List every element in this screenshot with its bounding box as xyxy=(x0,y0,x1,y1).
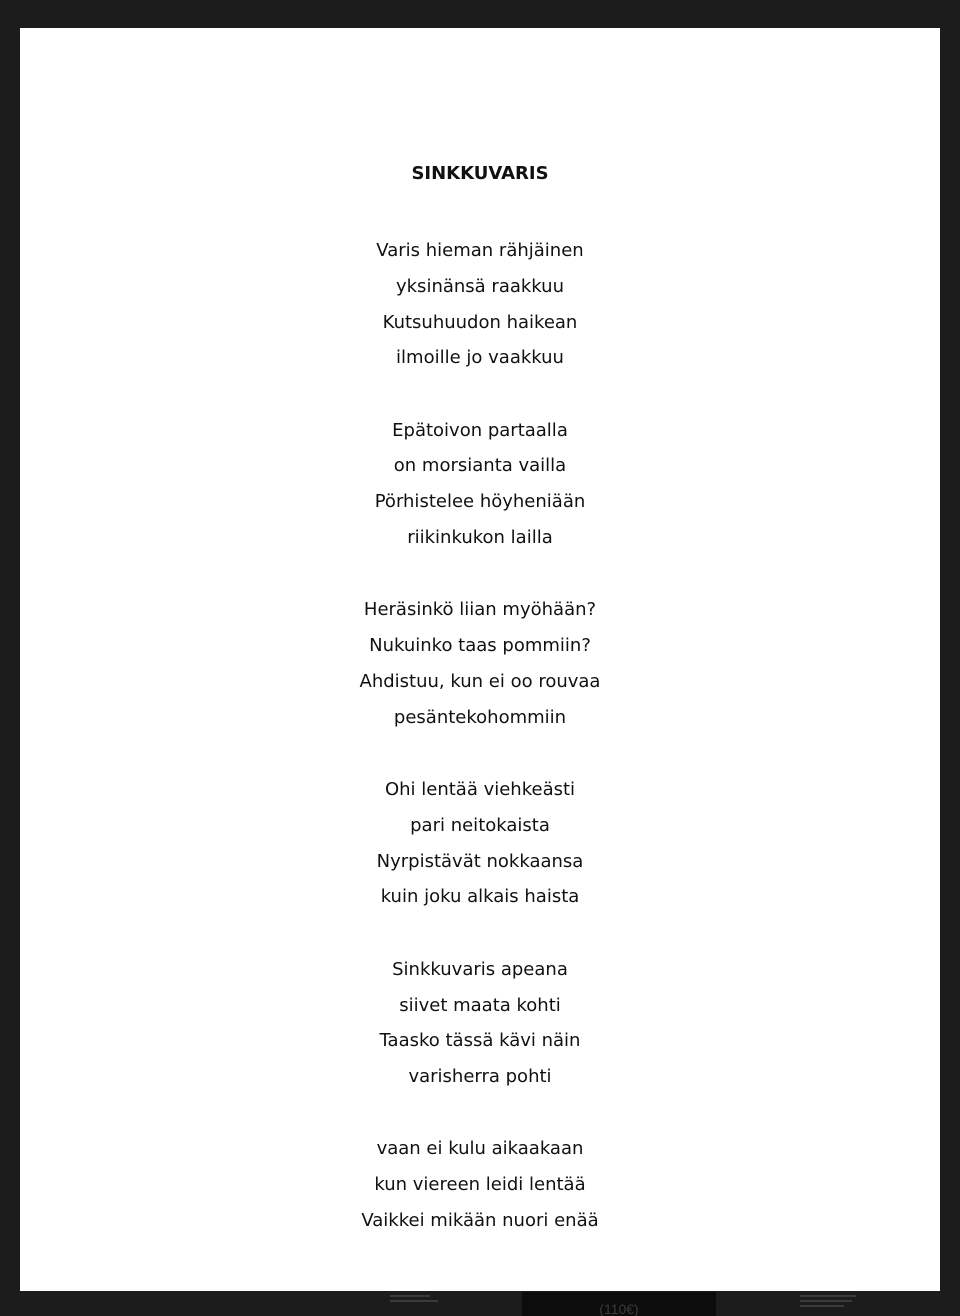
background-text-right xyxy=(800,1292,862,1312)
poem-line: varisherra pohti xyxy=(408,1066,552,1088)
stanza-5 xyxy=(20,952,940,1095)
background-price-button[interactable] xyxy=(522,1292,716,1316)
poem-line: pari neitokaista xyxy=(410,814,550,836)
poem-line: Nukuinko taas pommiin? xyxy=(369,635,591,657)
background-text-left xyxy=(390,1292,440,1312)
poem-line: Ohi lentää viehkeästi xyxy=(384,779,576,801)
poem-line: Heräsinkö liian myöhään? xyxy=(363,599,597,621)
poem-line: yksinänsä raakkuu xyxy=(395,275,564,297)
poem-line: Ahdistuu, kun ei oo rouvaa xyxy=(359,670,601,692)
poem-line: Kutsuhuudon haikean xyxy=(382,311,578,333)
poem-line: Varis hieman rähjäinen xyxy=(376,240,584,261)
poem-line: ilmoille jo vaakkuu xyxy=(396,347,564,369)
poem-line: Vaikkei mikään nuori enää xyxy=(361,1210,599,1232)
stanza-6 xyxy=(20,1131,940,1238)
poem-line: vaan ei kulu aikaakaan xyxy=(376,1138,584,1160)
poem-page xyxy=(20,28,940,1291)
stanza-2 xyxy=(20,413,940,556)
stanza-1 xyxy=(20,233,940,376)
poem-line: Taasko tässä kävi näin xyxy=(379,1030,581,1052)
price-label: (110€) xyxy=(599,1301,639,1316)
poem xyxy=(20,162,940,1275)
poem-line: Pörhistelee höyheniään xyxy=(374,491,586,513)
poem-line: pesäntekohommiin xyxy=(393,706,567,728)
stanza-4 xyxy=(20,772,940,915)
poem-line: Nyrpistävät nokkaansa xyxy=(376,850,584,872)
poem-line: on morsianta vailla xyxy=(393,455,567,477)
poem-title: SINKKUVARIS xyxy=(411,163,549,184)
poem-line: siivet maata kohti xyxy=(399,994,561,1016)
poem-line: Sinkkuvaris apeana xyxy=(392,958,568,980)
poem-line: Epätoivon partaalla xyxy=(392,419,568,441)
stanza-3 xyxy=(20,592,940,735)
poem-line: riikinkukon lailla xyxy=(407,527,553,549)
poem-line: kuin joku alkais haista xyxy=(380,886,580,908)
poem-line: kun viereen leidi lentää xyxy=(374,1174,586,1196)
